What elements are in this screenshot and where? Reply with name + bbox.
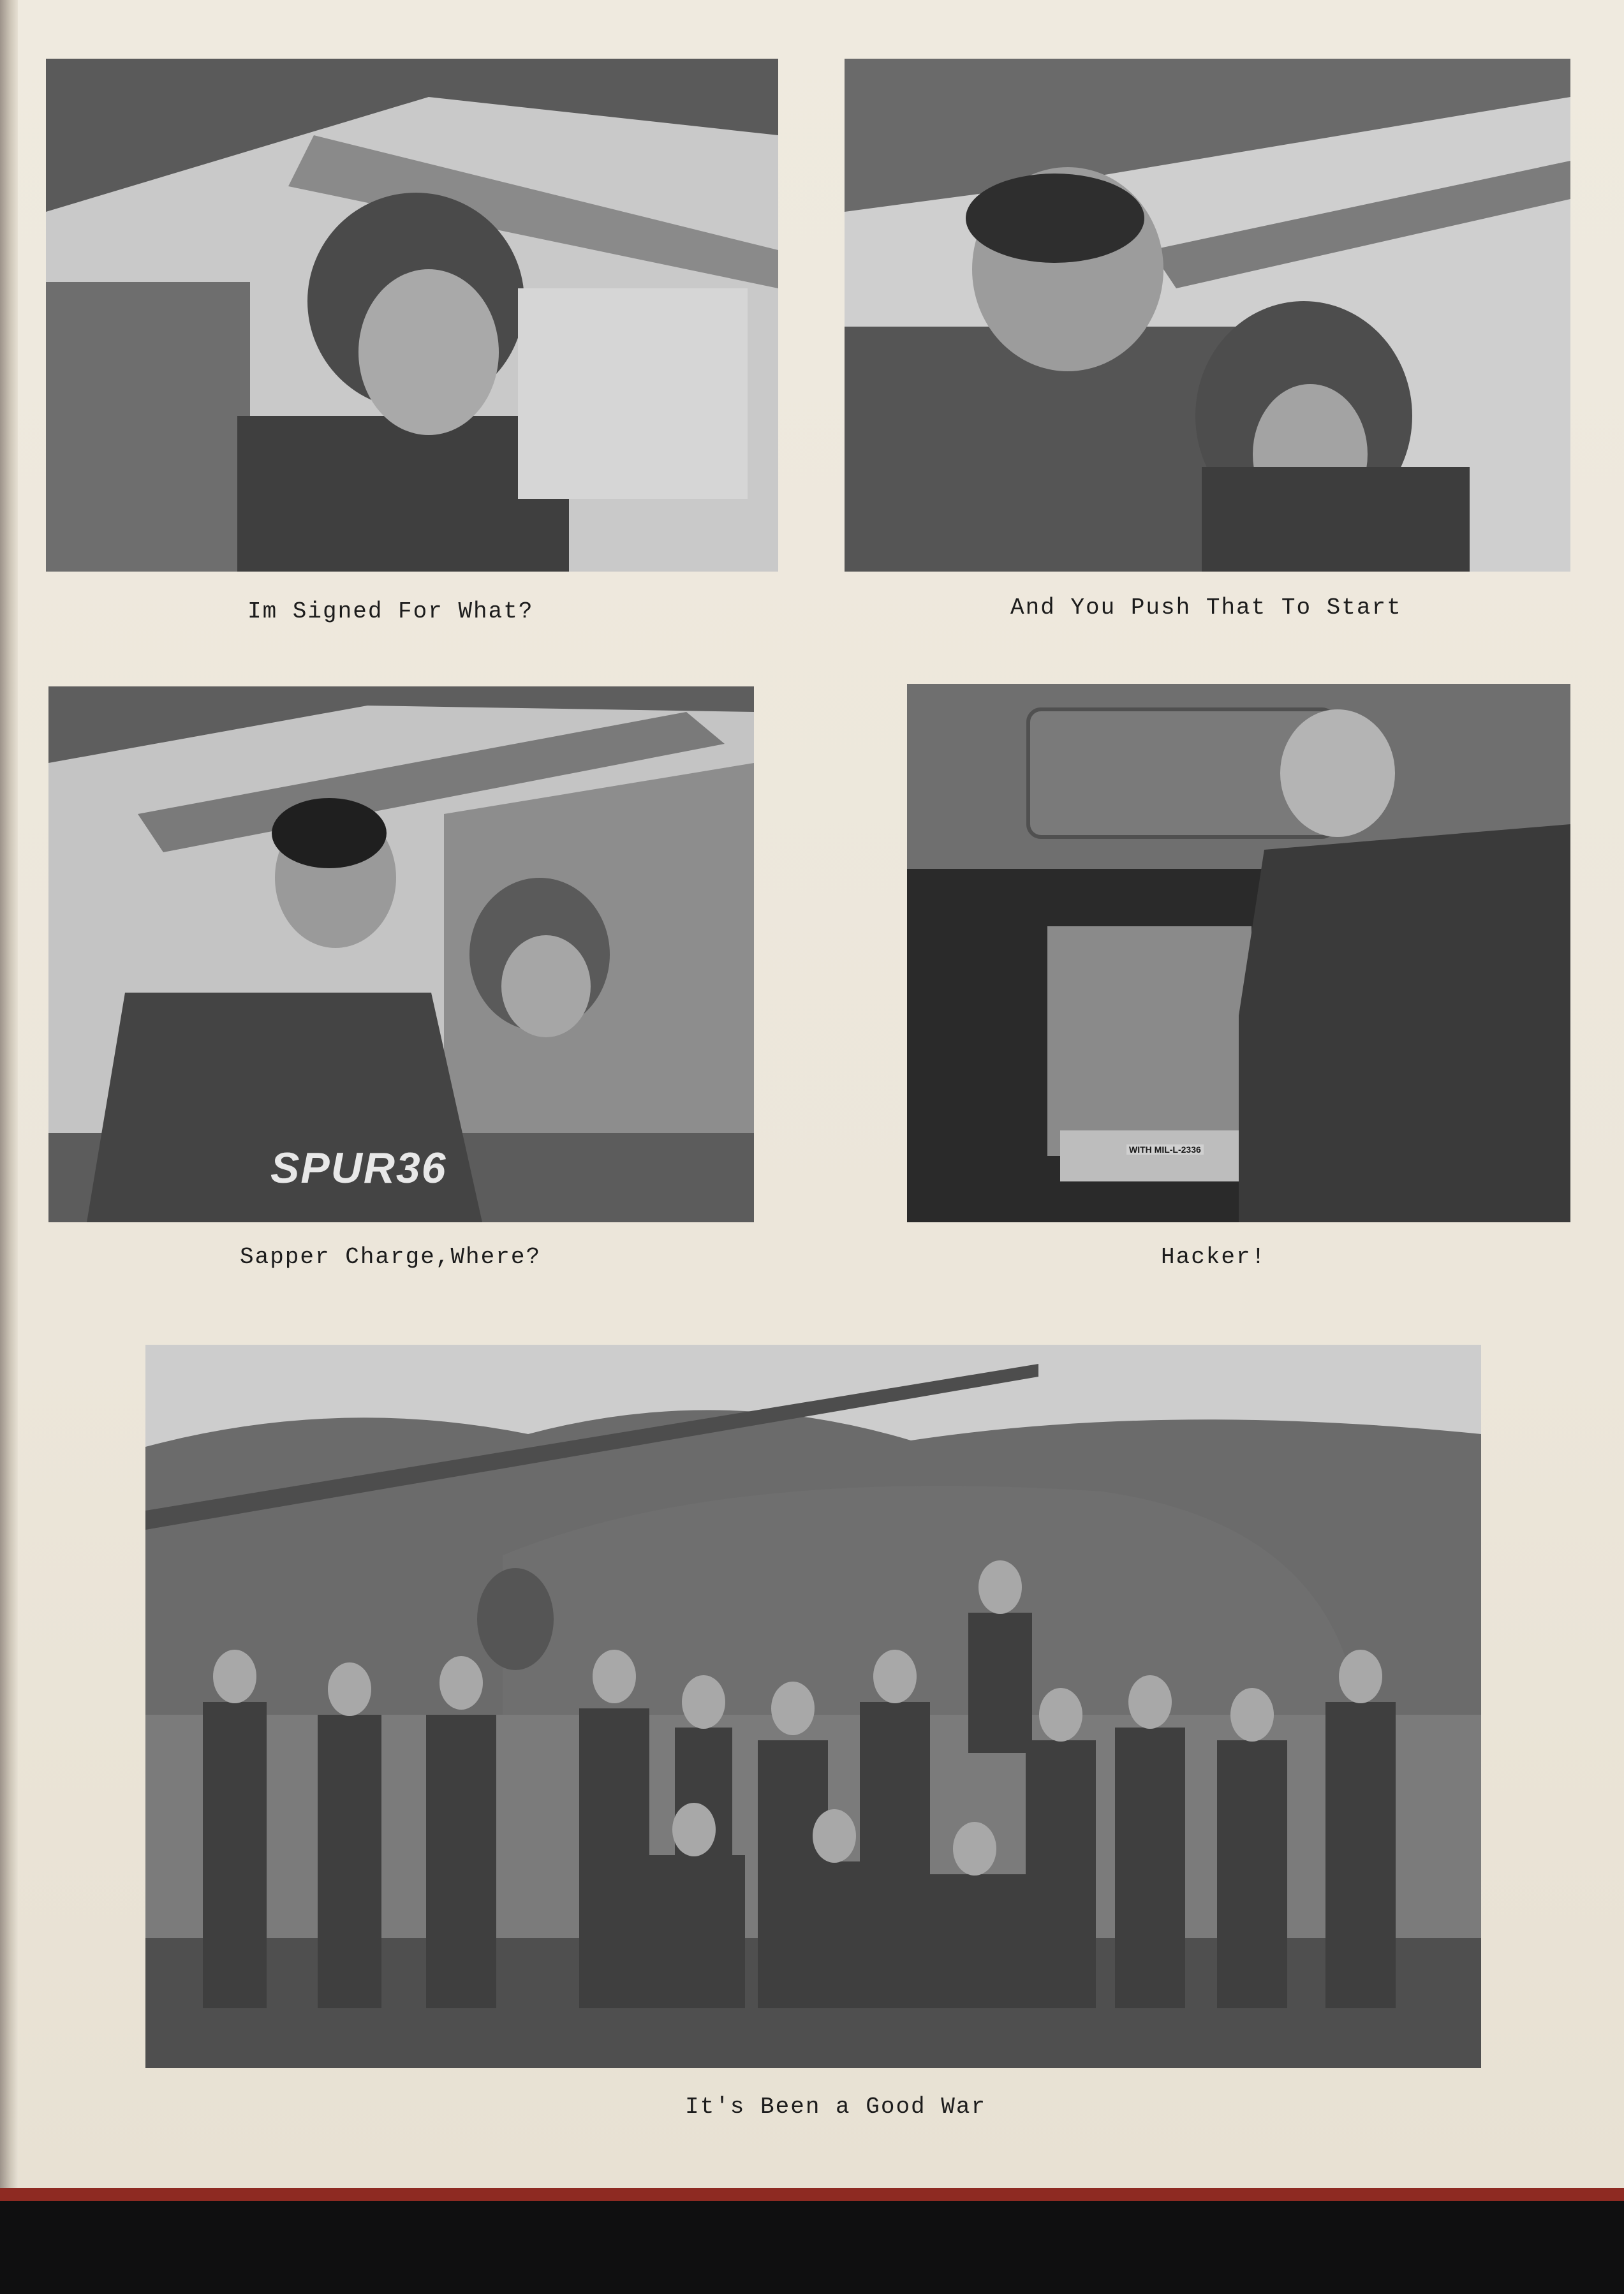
helicopter-tail-marking: SPUR36: [270, 1144, 447, 1192]
photo-pilot-in-cockpit-image: [46, 59, 778, 572]
photo-two-crewmen-cockpit-image: [845, 59, 1570, 572]
photo-group-by-helicopter-image: [145, 1345, 1481, 2068]
photo-crew-at-helicopter-door-image: [48, 686, 754, 1222]
photo-group-by-helicopter: [145, 1345, 1481, 2068]
page-spine-shadow: [0, 0, 18, 2188]
photo-pilot-in-cockpit: [46, 59, 778, 572]
photo-mechanic-at-engine-image: [907, 684, 1570, 1222]
caption-photo-3: Sapper Charge,Where?: [240, 1244, 542, 1270]
photo-crew-at-helicopter-door: [48, 686, 754, 1222]
caption-photo-4: Hacker!: [1161, 1244, 1267, 1270]
caption-photo-5: It's Been a Good War: [685, 2094, 987, 2120]
caption-photo-2: And You Push That To Start: [1010, 595, 1402, 621]
photo-mechanic-at-engine: [907, 684, 1570, 1222]
book-cover-edge: [0, 2188, 1624, 2201]
caption-photo-1: Im Signed For What?: [247, 598, 534, 625]
engine-plate-text: WITH MIL-L-2336: [1126, 1144, 1204, 1155]
background-surface: [0, 2201, 1624, 2294]
photo-two-crewmen-cockpit: [845, 59, 1570, 572]
